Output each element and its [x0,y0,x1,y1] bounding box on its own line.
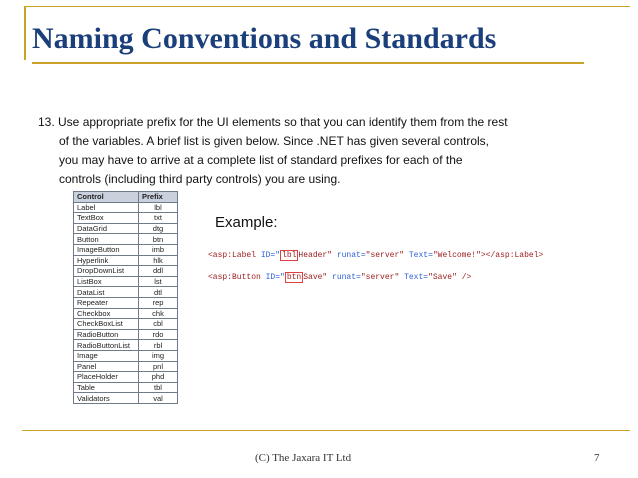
control-name-cell: Table [74,382,139,393]
header-control: Control [74,192,139,203]
table-row [74,350,178,361]
code1-runat-attr: runat= [336,251,366,260]
code1-close: ></asp:Label> [480,251,544,260]
prefix-cell: val [139,393,178,404]
table-row [74,340,178,351]
code1-tag: <asp:Label [208,251,261,260]
control-name-cell: Repeater [74,297,139,308]
table-row [74,393,178,404]
code2-text-val: "Save" [428,273,462,282]
code1-text-val: "Welcome!" [432,251,481,260]
code1-id-rest: Header" [298,251,337,260]
code2-close: /> [461,273,472,282]
prefix-cell: pnl [139,361,178,372]
table-row [74,266,178,277]
control-name-cell: ImageButton [74,244,139,255]
prefix-cell: dtl [139,287,178,298]
control-name-cell: Label [74,202,139,213]
code-example-button [208,273,471,282]
table-row [74,213,178,224]
body-line-2: of the variables. A brief list is given below. Since .NET has given several controls, [59,134,489,148]
control-name-cell: CheckBoxList [74,319,139,330]
footer-copyright: (C) The Jaxara IT Ltd [255,452,352,464]
control-name-cell: Validators [74,393,139,404]
code2-runat-attr: runat= [332,273,361,282]
control-name-cell: ListBox [74,276,139,287]
prefix-cell: btn [139,234,178,245]
code-example-label [208,251,543,260]
table-row [74,372,178,383]
prefix-cell: lbl [139,202,178,213]
prefix-cell: ddl [139,266,178,277]
code1-text-attr: Text= [408,251,433,260]
prefix-cell: hlk [139,255,178,266]
body-line-3: you may have to arrive at a complete list of standard prefixes for each of the [59,153,463,167]
table-row [74,287,178,298]
example-label: Example: [215,214,278,231]
table-row [74,255,178,266]
control-name-cell: TextBox [74,213,139,224]
table-row [74,329,178,340]
page-number: 7 [594,452,600,464]
prefix-cell: img [139,350,178,361]
prefix-cell: dtg [139,223,178,234]
frame-left-line [24,6,26,60]
prefix-cell: rdo [139,329,178,340]
prefix-cell: lst [139,276,178,287]
control-name-cell: Image [74,350,139,361]
control-name-cell: DropDownList [74,266,139,277]
control-name-cell: DataList [74,287,139,298]
code2-runat-val: "server" [360,273,405,282]
table-row [74,361,178,372]
footer-rule [22,430,630,431]
control-name-cell: DataGrid [74,223,139,234]
code2-id-attr: ID=" [265,273,285,282]
table-row [74,223,178,234]
body-text [38,113,558,189]
code1-runat-val: "server" [365,251,409,260]
table-row [74,319,178,330]
prefix-cell: cbl [139,319,178,330]
code2-prefix-highlight: btn [286,273,302,282]
prefix-cell: txt [139,213,178,224]
table-header-row [74,192,178,203]
table-row [74,297,178,308]
control-name-cell: Hyperlink [74,255,139,266]
control-name-cell: PlaceHolder [74,372,139,383]
table-row [74,244,178,255]
body-line-1: 13. Use appropriate prefix for the UI elements so that you can identify them from the rest [38,115,508,129]
prefix-cell: rbl [139,340,178,351]
title-underline [32,62,584,64]
frame-top-line [24,6,630,7]
control-name-cell: Checkbox [74,308,139,319]
table-row [74,382,178,393]
body-line-4: controls (including third party controls) you are using. [59,172,341,186]
table-row [74,202,178,213]
control-name-cell: RadioButtonList [74,340,139,351]
code2-id-rest: Save" [303,273,333,282]
prefix-cell: tbl [139,382,178,393]
prefix-cell: rep [139,297,178,308]
table-row [74,276,178,287]
prefix-cell: phd [139,372,178,383]
table-row [74,234,178,245]
control-name-cell: RadioButton [74,329,139,340]
prefix-cell: imb [139,244,178,255]
control-name-cell: Panel [74,361,139,372]
code1-id-attr: ID=" [260,251,281,260]
control-name-cell: Button [74,234,139,245]
prefix-table [73,191,178,404]
header-prefix: Prefix [139,192,178,203]
code2-text-attr: Text= [404,273,429,282]
code2-tag: <asp:Button [208,273,266,282]
table-row [74,308,178,319]
prefix-cell: chk [139,308,178,319]
slide-title: Naming Conventions and Standards [32,22,497,55]
code1-prefix-highlight: lbl [282,251,297,260]
